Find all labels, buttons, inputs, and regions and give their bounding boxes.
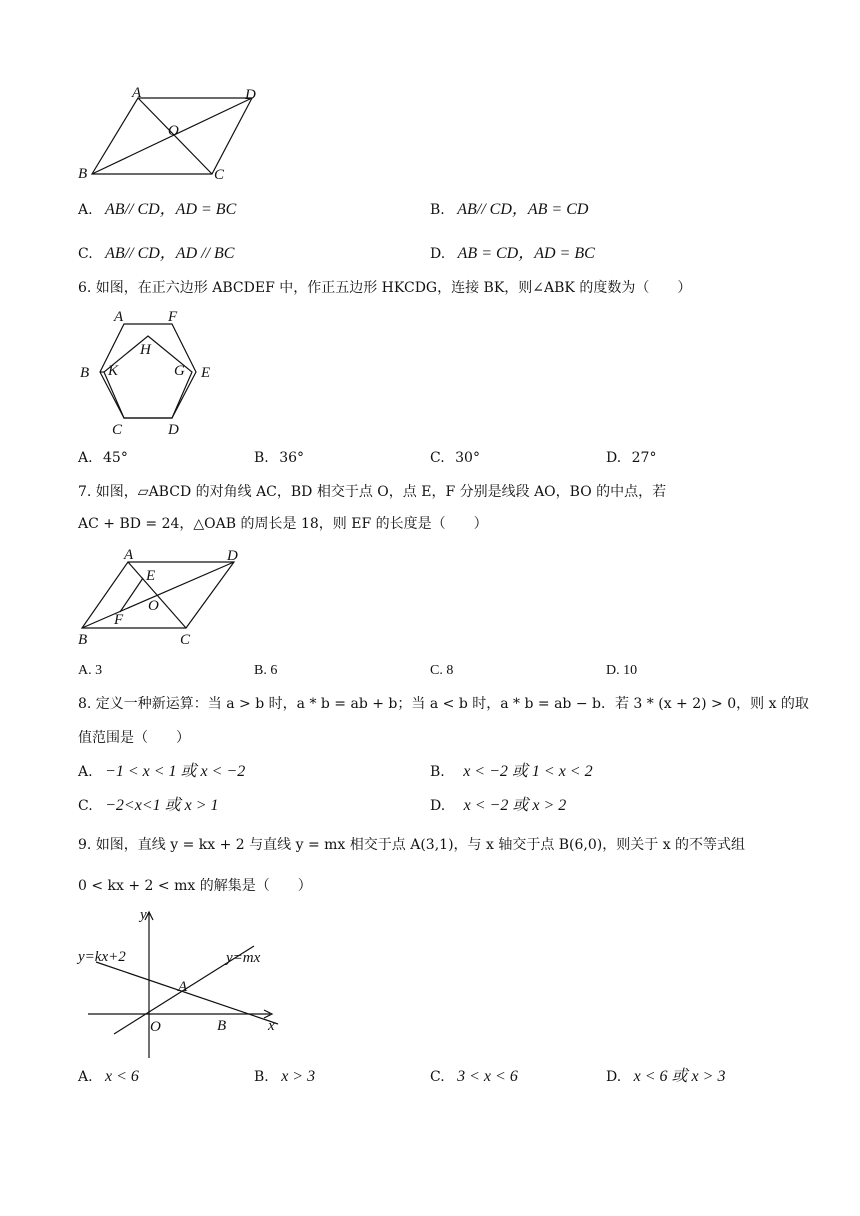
option-text: 30° [455, 450, 480, 466]
option-letter: D. [606, 663, 620, 678]
q5-label-o: O [168, 123, 179, 139]
option-letter: D. [430, 246, 446, 262]
option-letter: C. [430, 663, 443, 678]
q7-label-o: O [148, 598, 159, 614]
q5-option-d[interactable] [430, 244, 595, 264]
q9-label-line2: y=mx [226, 950, 261, 966]
option-letter: C. [78, 246, 93, 262]
option-letter: A. [78, 450, 93, 466]
q7-label-c: C [180, 632, 191, 648]
option-letter: C. [78, 798, 93, 814]
option-letter: B. [430, 202, 445, 218]
option-text: −1 < x < 1 或 x < −2 [105, 763, 246, 780]
q7-label-f: F [114, 612, 124, 628]
option-letter: A. [78, 202, 93, 218]
q8-stem-line1: 8. 定义一种新运算：当 a > b 时，a * b = ab + b；当 a < b 时，a * b = ab − b．若 3 * (x + 2) > 0，则 x 的取 [78, 696, 809, 712]
q5-label-b: B [78, 166, 88, 182]
q5-figure [70, 84, 280, 188]
q6-figure [74, 306, 224, 438]
q9-label-y: y [140, 907, 147, 923]
option-letter: B. [254, 450, 269, 466]
q6-label-g: G [174, 363, 185, 379]
option-letter: B. [430, 764, 445, 780]
q9-option-d[interactable] [606, 1067, 725, 1087]
q9-stem-line1: 9. 如图，直线 y = kx + 2 与直线 y = mx 相交于点 A(3,1)，与 x 轴交于点 B(6,0)，则关于 x 的不等式组 [78, 837, 746, 853]
q9-stem-line2: 0 < kx + 2 < mx 的解集是（ ） [78, 878, 312, 894]
option-letter: B. [254, 1069, 269, 1085]
q6-label-h: H [140, 342, 151, 358]
q5-label-d: D [245, 87, 256, 103]
option-text: x > 3 [281, 1068, 316, 1085]
option-letter: D. [606, 450, 622, 466]
q8-option-a[interactable] [78, 762, 245, 782]
option-letter: A. [78, 663, 92, 678]
q9-option-a[interactable] [78, 1067, 139, 1087]
q5-option-b[interactable] [430, 200, 588, 220]
q8-option-b[interactable] [430, 762, 593, 782]
q7-option-a[interactable] [78, 661, 102, 681]
q7-label-a: A [124, 547, 134, 563]
q9-option-c[interactable] [430, 1067, 518, 1087]
option-letter: A. [78, 1069, 93, 1085]
option-text: 3 [95, 663, 103, 678]
option-text: x < −2 或 1 < x < 2 [463, 763, 593, 780]
q9-label-line1: y=kx+2 [78, 949, 126, 965]
q7-label-e: E [146, 568, 156, 584]
q8-option-d[interactable] [430, 796, 566, 816]
q7-option-b[interactable] [254, 661, 277, 681]
q6-option-c[interactable] [430, 448, 480, 468]
q7-option-d[interactable] [606, 661, 637, 681]
option-text: AB// CD，AB = CD [457, 201, 589, 218]
option-text: 8 [446, 663, 454, 678]
q6-option-d[interactable] [606, 448, 656, 468]
q9-label-o: O [150, 1019, 161, 1035]
q6-option-b[interactable] [254, 448, 304, 468]
q9-label-x: x [268, 1018, 275, 1034]
option-letter: C. [430, 450, 445, 466]
q7-label-d: D [227, 548, 238, 564]
option-text: 45° [103, 450, 128, 466]
q5-label-c: C [214, 167, 225, 183]
q9-label-a: A [178, 979, 188, 995]
q8-stem-line2: 值范围是（ ） [78, 730, 190, 746]
q6-label-d: D [168, 422, 179, 438]
option-letter: B. [254, 663, 267, 678]
option-text: 3 < x < 6 [457, 1068, 518, 1085]
option-text: AB// CD，AD = BC [105, 201, 237, 218]
q9-figure [72, 900, 292, 1062]
q6-label-b: B [80, 365, 90, 381]
option-letter: C. [430, 1069, 445, 1085]
option-text: AB = CD，AD = BC [457, 245, 595, 262]
option-text: −2<x<1 或 x > 1 [105, 797, 219, 814]
option-text: x < 6 [105, 1068, 139, 1085]
option-text: AB// CD，AD // BC [105, 245, 235, 262]
q6-label-f: F [168, 309, 178, 325]
q6-label-e: E [201, 365, 211, 381]
option-letter: D. [606, 1069, 622, 1085]
option-text: 36° [279, 450, 305, 466]
q6-option-a[interactable] [78, 448, 128, 468]
q5-label-a: A [132, 85, 142, 101]
q7-stem-line1: 7. 如图，▱ABCD 的对角线 AC，BD 相交于点 O，点 E，F 分别是线段 AO，BO 的中点，若 [78, 484, 667, 500]
q6-stem: 6. 如图，在正六边形 ABCDEF 中，作正五边形 HKCDG，连接 BK，则∠ABK 的度数为（ ） [78, 280, 692, 296]
q5-option-c[interactable] [78, 244, 234, 264]
q7-stem-line2: AC + BD = 24，△OAB 的周长是 18，则 EF 的长度是（ ） [78, 516, 488, 532]
option-text: 6 [270, 663, 278, 678]
option-letter: A. [78, 764, 93, 780]
option-text: 27° [631, 450, 657, 466]
q9-label-b: B [217, 1018, 227, 1034]
q8-option-c[interactable] [78, 796, 219, 816]
option-letter: D. [430, 798, 446, 814]
q6-label-c: C [112, 422, 123, 438]
q7-label-b: B [78, 632, 88, 648]
option-text: x < 6 或 x > 3 [633, 1068, 726, 1085]
q6-label-a: A [114, 309, 124, 325]
q5-option-a[interactable] [78, 200, 236, 220]
q7-option-c[interactable] [430, 661, 453, 681]
option-text: 10 [623, 663, 638, 678]
q6-label-k: K [108, 363, 119, 379]
q7-figure [72, 544, 242, 650]
option-text: x < −2 或 x > 2 [463, 797, 567, 814]
q9-option-b[interactable] [254, 1067, 315, 1087]
